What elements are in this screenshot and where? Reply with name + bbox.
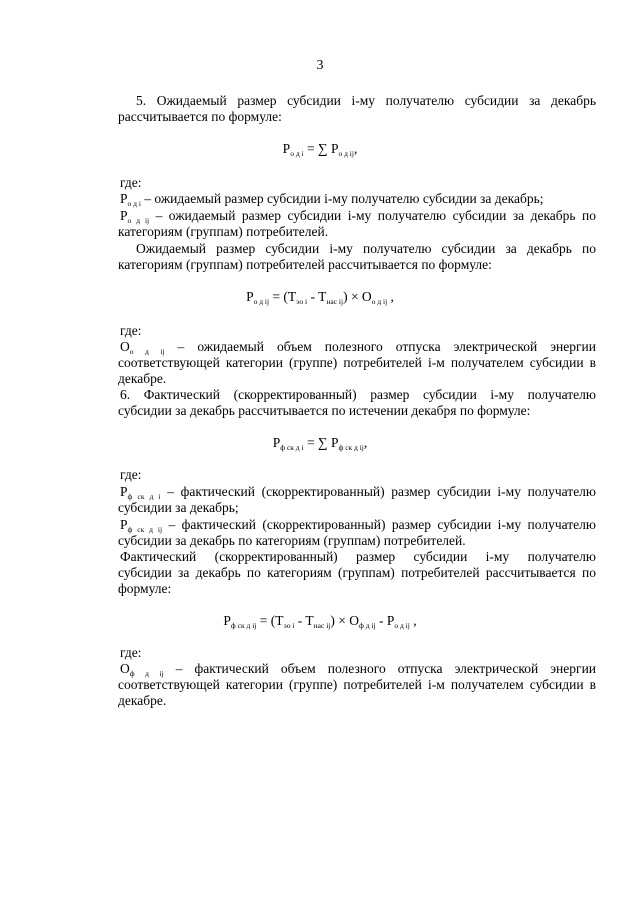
formula-4-b-sub: эо i — [283, 621, 295, 630]
para-6-line-1: 6. Фактический (скорректированный) размер субсидии i-му получателю — [120, 387, 596, 402]
formula-2-b: = (T — [269, 289, 297, 304]
formula-1-lhs-sub: о д i — [290, 149, 304, 158]
definition-1 — [120, 191, 598, 207]
formula-1-rhs-sub: о д ij — [338, 149, 354, 158]
definition-1-sub: о д i — [127, 199, 141, 208]
formula-2-a: P — [246, 289, 254, 304]
formula-4-c-sub: нас ij — [313, 621, 331, 630]
definition-6-symbol: O — [120, 661, 130, 676]
formula-2-d-sub: о д ij — [371, 297, 388, 306]
definition-4-line-1 — [120, 484, 596, 500]
formula-4-d: ) × O — [330, 613, 359, 628]
definition-4-symbol: P — [120, 484, 128, 499]
definition-6-text: – фактический объем полезного отпуска электрической энергии — [163, 661, 597, 676]
para-fact-line-2: субсидии за декабрь по категориям (группам) потребителей рассчитывается по — [118, 565, 596, 580]
formula-4-e: - P — [375, 613, 395, 628]
para-expected-line-1: Ожидаемый размер субсидии i-му получателю субсидии за декабрь по — [136, 241, 596, 256]
formula-4-d-sub: ф д ij — [359, 621, 376, 630]
definition-1-text: – ожидаемый размер субсидии i-му получателю субсидии за декабрь; — [140, 191, 544, 206]
definition-4-text: – фактический (скорректированный) размер субсидии i-му получателю — [160, 484, 597, 499]
formula-1 — [0, 141, 640, 157]
definition-6-line-1 — [120, 661, 596, 677]
para-fact-line-3: формуле: — [118, 581, 172, 596]
definition-3-text: – ожидаемый объем полезного отпуска электрической энергии — [164, 339, 597, 354]
formula-2-b-sub: эо i — [296, 297, 308, 306]
definition-5-line-1 — [120, 517, 596, 533]
formula-3-lhs: P — [272, 435, 281, 450]
formula-2-a-sub: о д ij — [253, 297, 270, 306]
formula-4-a: P — [223, 613, 231, 628]
definition-3-symbol: O — [120, 339, 130, 354]
formula-4-a-sub: ф ск д ij — [230, 621, 257, 630]
definition-1-symbol: P — [120, 191, 128, 206]
formula-4 — [0, 613, 640, 629]
definition-3-line-1 — [120, 339, 596, 355]
definition-3-line-2: соответствующей категории (группе) потребителей i-м получателем субсидии в — [118, 355, 596, 370]
formula-1-lhs: P — [282, 141, 291, 156]
definition-5-line-2: субсидии за декабрь по категориям (группам) потребителей. — [118, 533, 466, 548]
definition-2-text: – ожидаемый размер субсидии i-му получателю субсидии за декабрь по — [149, 208, 596, 223]
formula-1-tail: , — [353, 141, 358, 156]
formula-2 — [0, 289, 640, 305]
para-fact-line-1: Фактический (скорректированный) размер субсидии i-му получателю — [120, 549, 596, 564]
formula-3-tail: , — [363, 435, 368, 450]
where-label-2: где: — [120, 323, 142, 338]
formula-2-e: , — [387, 289, 394, 304]
formula-4-c: - T — [294, 613, 314, 628]
formula-2-c-sub: нас ij — [326, 297, 344, 306]
definition-2-symbol: P — [120, 208, 128, 223]
para-5-line-1: 5. Ожидаемый размер субсидии i-му получателю субсидии за декабрь — [136, 93, 596, 108]
formula-3-lhs-sub: ф ск д i — [280, 443, 304, 452]
formula-3-eq: = ∑ P — [303, 435, 339, 450]
formula-4-e-sub: о д ij — [394, 621, 410, 630]
definition-3-line-3: декабре. — [118, 371, 167, 386]
definition-5-symbol: P — [120, 517, 128, 532]
formula-2-d: ) × O — [343, 289, 372, 304]
definition-6-sub: ф д ij — [129, 669, 164, 678]
page-number: 3 — [316, 58, 324, 73]
formula-1-eq: = ∑ P — [303, 141, 339, 156]
definition-2-sub: о д ij — [127, 216, 150, 225]
formula-4-b: = (T — [256, 613, 284, 628]
definition-5-sub: ф ск д ij — [127, 525, 163, 534]
definition-4-sub: ф ск д i — [127, 492, 161, 501]
formula-3 — [0, 435, 640, 451]
definition-5-text: – фактический (скорректированный) размер субсидии i-му получателю — [162, 517, 596, 532]
definition-6-line-2: соответствующей категории (группе) потребителей i-м получателем субсидии в — [118, 677, 596, 692]
para-expected-line-2: категориям (группам) потребителей рассчитывается по формуле: — [118, 257, 492, 272]
where-label-4: где: — [120, 645, 142, 660]
formula-3-rhs-sub: ф ск д ij — [338, 443, 364, 452]
definition-2-line-2: категориям (группам) потребителей. — [118, 224, 329, 239]
where-label-1: где: — [120, 175, 142, 190]
para-5-line-2: рассчитывается по формуле: — [118, 109, 282, 124]
formula-2-c: - T — [307, 289, 327, 304]
definition-2-line-1 — [120, 208, 596, 224]
definition-3-sub: о д ij — [129, 347, 165, 356]
where-label-3: где: — [120, 467, 142, 482]
para-6-line-2: субсидии за декабрь рассчитывается по истечении декабря по формуле: — [118, 403, 531, 418]
definition-4-line-2: субсидии за декабрь; — [118, 500, 239, 515]
definition-6-line-3: декабре. — [118, 693, 167, 708]
formula-4-f: , — [409, 613, 417, 628]
